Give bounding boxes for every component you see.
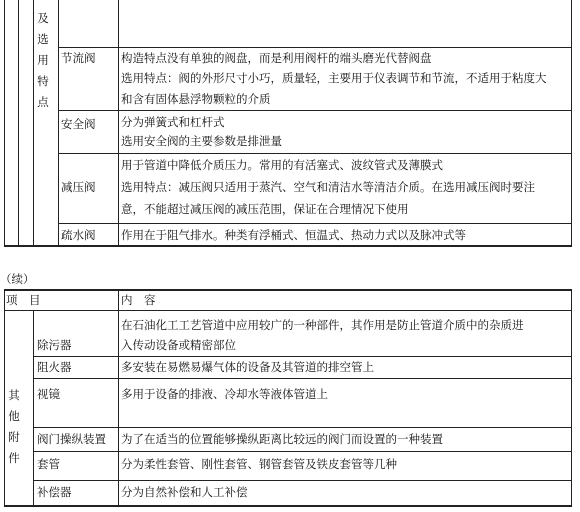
table-border-bottom: [4, 245, 572, 247]
row-divider: [58, 110, 572, 111]
table-divider: [118, 0, 119, 247]
continued-label: （续）: [0, 272, 35, 286]
row-content-line: 选用安全阀的主要参数是排泄量: [121, 134, 282, 148]
row-content-line: 作用在于阻气排水。种类有浮桶式、恒温式、热动力式以及脉冲式等: [121, 228, 466, 242]
row-content-line: 分为自然补偿和人工补偿: [121, 485, 248, 499]
row-content-line: 意，不能超过减压阀的减压范围，保证在合理情况下使用: [121, 202, 409, 216]
table-border-right: [571, 290, 572, 507]
row-divider: [33, 356, 572, 357]
row-name: 除污器: [37, 338, 72, 352]
header-content: 内 容: [121, 293, 156, 307]
row-name: 视镜: [37, 387, 60, 401]
row-name: 减压阀: [61, 180, 96, 194]
row-content-line: 入传动设备或精密部位: [121, 338, 236, 352]
row-content-line: 为了在适当的位置能够操纵距离比较远的阀门而设置的一种装置: [121, 432, 443, 446]
table-border-top: [4, 289, 572, 291]
row-name: 阻火器: [37, 360, 72, 374]
table-divider: [58, 0, 59, 247]
row-content-line: 选用特点：阀的外形尺寸小巧，质量轻，主要用于仪表调节和节流，不适用于粘度大: [121, 71, 547, 85]
row-name: 补偿器: [37, 485, 72, 499]
table-border-left: [4, 0, 5, 247]
row-name: 阀门操纵装置: [37, 432, 106, 446]
table-border-bottom: [4, 505, 572, 507]
row-content-line: 和含有固体悬浮物颗粒的介质: [121, 92, 271, 106]
row-content-line: 多安装在易燃易爆气体的设备及其管道的排空管上: [121, 360, 374, 374]
row-divider: [33, 378, 572, 379]
row-divider: [33, 480, 572, 481]
row-content-line: 构造特点没有单独的阀盘，而是利用阀杆的端头磨光代替阀盘: [121, 51, 432, 65]
table-border-right: [571, 0, 572, 247]
row-content-line: 选用特点：减压阀只适用于蒸汽、空气和清洁水等清洁介质。在选用减压阀时要注: [121, 180, 535, 194]
row-name: 安全阀: [61, 117, 96, 131]
table-border-left: [4, 290, 5, 507]
row-name: 套管: [37, 457, 60, 471]
row-content-line: 分为柔性套管、刚性套管、钢管套管及铁皮套管等几种: [121, 457, 397, 471]
row-divider: [58, 47, 572, 48]
table-divider: [33, 0, 34, 247]
table-divider: [18, 0, 19, 247]
row-content-line: 分为弹簧式和杠杆式: [121, 115, 225, 129]
row-divider: [33, 451, 572, 452]
row-divider: [33, 427, 572, 428]
table-divider: [118, 290, 119, 507]
row-name: 疏水阀: [61, 228, 96, 242]
row-content-line: 在石油化工工艺管道中应用较广的一种部件，其作用是防止管道介质中的杂质进: [121, 318, 524, 332]
header-divider: [4, 310, 572, 311]
row-name: 节流阀: [61, 51, 96, 65]
row-content-line: 多用于设备的排液、冷却水等液体管道上: [121, 387, 328, 401]
table-divider: [33, 310, 34, 507]
header-item: 项 目: [6, 293, 41, 307]
category-label: 及 选 用 特 点: [37, 11, 49, 109]
category-label: 其 他 附 件: [8, 388, 20, 465]
row-divider: [58, 223, 572, 224]
row-divider: [58, 153, 572, 154]
row-content-line: 用于管道中降低介质压力。常用的有活塞式、波纹管式及薄膜式: [121, 158, 443, 172]
